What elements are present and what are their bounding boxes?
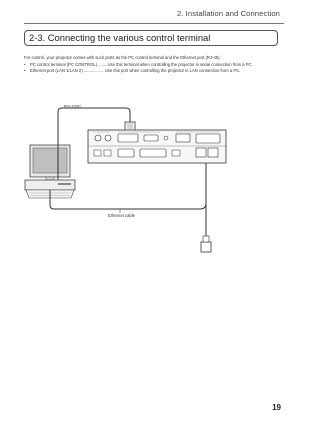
projector-terminal-panel xyxy=(88,130,226,163)
bullet-text: Ethernet port (LAN 1/LAN 2) ................. Use this port when controlling the projector in LAN connection from a PC. xyxy=(30,68,241,73)
section-title: 2-3. Connecting the various control terminal xyxy=(24,30,278,46)
rs232c-label: RS-232C xyxy=(64,104,82,109)
bullet-icon: • xyxy=(24,68,26,73)
bullet-icon: • xyxy=(24,62,26,67)
bullet-text: PC control terminal (PC CONTROL) ....... Use this terminal when controlling the projector in serial connection from a PC. xyxy=(30,62,253,67)
ethernet-cable xyxy=(50,154,211,252)
running-header: 2. Installation and Connection xyxy=(176,9,280,18)
intro-text: For control, your projector comes with such ports as the PC control terminal and the Ethernet port (RJ-45). xyxy=(24,55,221,60)
page-number: 19 xyxy=(272,403,281,412)
ethernet-cable-label: Ethernet cable xyxy=(108,213,136,218)
